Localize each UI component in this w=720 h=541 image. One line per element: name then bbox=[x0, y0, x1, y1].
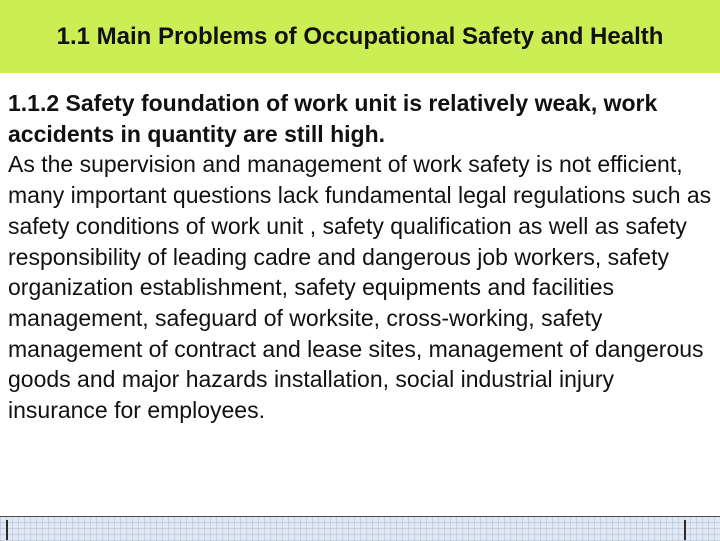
slide-title: 1.1 Main Problems of Occupational Safety and Health bbox=[56, 22, 664, 50]
slide-content bbox=[8, 88, 716, 426]
strip-right-divider bbox=[684, 520, 686, 540]
body-paragraph: As the supervision and management of work safety is not efficient, many important questions lack fundamental legal regulations such as safety conditions of work unit , safety qualification as well as safety responsibility of leading cadre and dangerous job workers, safety organization establishment, safety equipments and facilities management, safeguard of worksite, cross-working, safety management of contract and lease sites, management of dangerous goods and major hazards installation, social industrial injury insurance for employees. bbox=[8, 151, 712, 424]
title-bar bbox=[0, 0, 720, 73]
section-subheading: 1.1.2 Safety foundation of work unit is relatively weak, work accidents in quantity are still high. bbox=[8, 90, 658, 147]
strip-left-divider bbox=[6, 520, 8, 540]
bottom-decorative-strip bbox=[0, 516, 720, 541]
